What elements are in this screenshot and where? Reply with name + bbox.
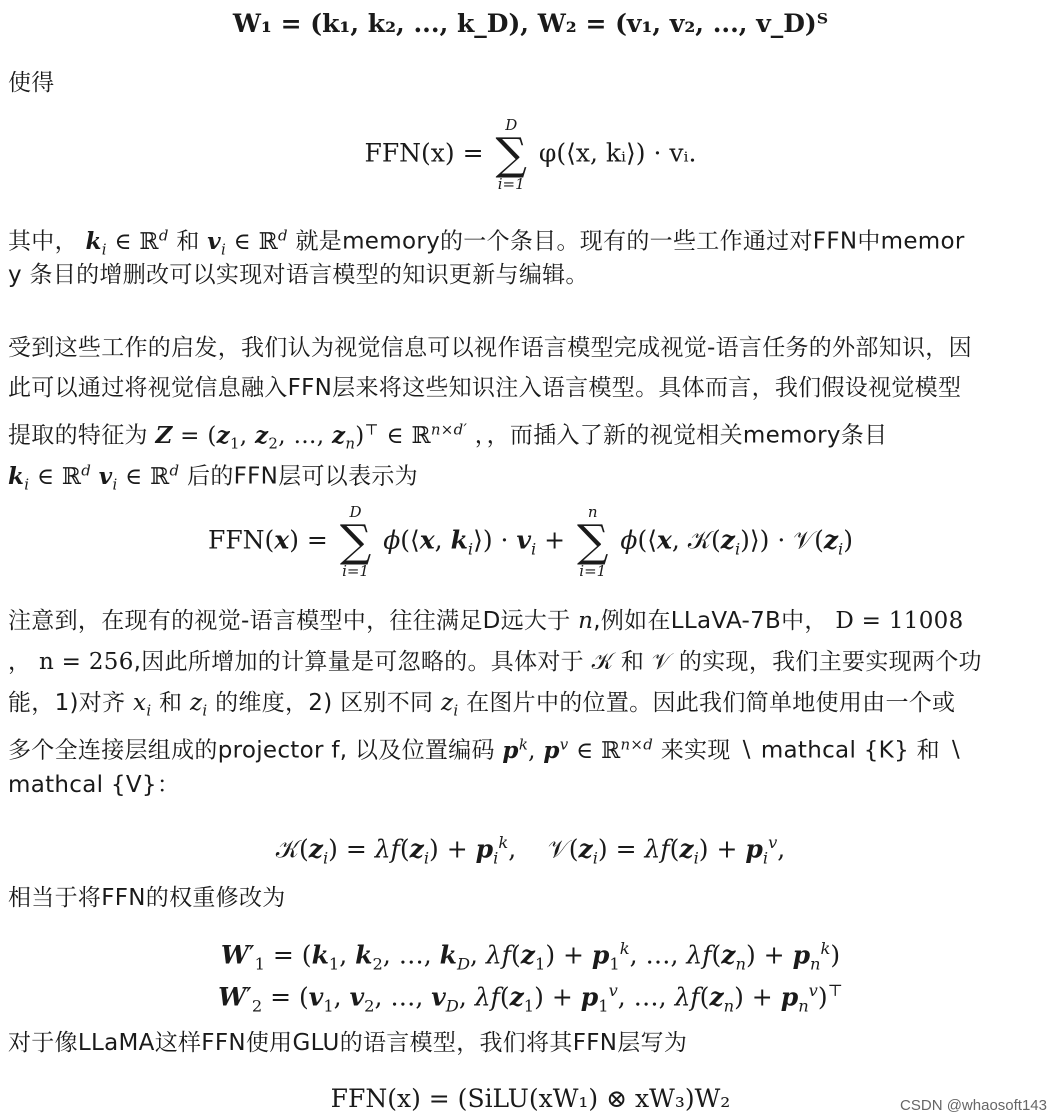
paragraph-2-line-4 [8, 455, 418, 499]
p3-line1-b: ,例如在LLaVA-7B中， [593, 608, 828, 634]
p3-line4-a: 多个全连接层组成的projector f, 以及位置编码 [8, 737, 495, 764]
p3-line4-b: 来实现 ∖ mathcal {K} 和 ∖ [660, 737, 963, 764]
paragraph-3-line-3 [8, 688, 955, 726]
math-zi-2: $z_i$ [440, 690, 459, 720]
equation-W1-prime: $W'_1 = (k_1$, $k_2$, …, $k_D$, $\lambda f(z_1) + p_1^k$, …, $\lambda f(z_n) + p_n^k$) [220, 939, 841, 974]
paragraph-3-line-4 [8, 729, 962, 766]
p3-line3-d: 在图片中的位置。因此我们简单地使用由一个或 [466, 690, 956, 716]
p3-line2-a: ， [8, 649, 32, 675]
p3-line2-d: 的实现，我们主要实现两个功 [678, 649, 982, 675]
sum-symbol-n: n ∑ i=1 [577, 503, 609, 580]
paragraph-1-line-1 [8, 220, 965, 264]
math-n: n [578, 608, 594, 634]
equation-weights-text: W₁ = (k₁, k₂, ..., k_D), W₂ = (v₁, v₂, ..., v_D)ᵀ [232, 9, 829, 38]
paragraph-1-line-2: y 条目的增删改可以实现对语言模型的知识更新与编辑。 [8, 262, 589, 288]
paragraph-5: 对于像LLaMA这样FFN使用GLU的语言模型，我们将其FFN层写为 [8, 1030, 688, 1056]
paragraph-2-line-2: 此可以通过将视觉信息融入FFN层来将这些知识注入语言模型。具体而言，我们假设视觉模型 [8, 375, 962, 401]
equation-ffn-extended: FFN(x) = D ∑ i=1 ϕ(⟨x, $k_i⟩) \cdot v_i$ + n ∑ i=1 ϕ(⟨x, $𝒦(z_i)⟩$) · $𝒱(z_i)$ [207, 503, 854, 580]
math-k-v-in-rd: $k_i$ ∈ ℝ$^d$ $v_i$ ∈ ℝ$^d$ [8, 461, 180, 494]
watermark: CSDN @whaosoft143 [900, 1097, 1047, 1114]
p2-line3-prefix: 提取的特征为 [8, 422, 148, 449]
p3-line2-c: 和 [620, 649, 645, 675]
p3-line2-b: ,因此所增加的计算量是可忽略的。具体对于 [133, 649, 584, 675]
equation-glu-text: FFN(x) = (SiLU(xW₁) ⊗ xW₃)W₂ [330, 1084, 731, 1113]
paragraph-3-line-1 [8, 606, 964, 636]
p1-line1-suffix: 就是memory的一个条目。现有的一些工作通过对FFN中memor [295, 228, 965, 255]
math-K: 𝒦 [591, 649, 614, 675]
equation-K-V: $𝒦(z_i) = \lambda f(z_i) + p_i^k$, $𝒱(z_i) = \lambda f(z_i) + p_i^v$, [275, 833, 786, 868]
math-n-value: n = 256 [38, 649, 134, 675]
paragraph-shide: 使得 [8, 70, 55, 96]
equation-ffn [0, 118, 1061, 192]
p1-prefix: 其中， [8, 228, 78, 255]
p2-line4-suffix: 后的FFN层可以表示为 [187, 463, 418, 490]
math-xi: $x_i$ [133, 690, 152, 720]
paragraph-2-line-3 [8, 414, 887, 458]
paragraph-3-line-5: mathcal {V}： [8, 772, 181, 798]
paragraph-2-line-1: 受到这些工作的启发，我们认为视觉信息可以视作语言模型完成视觉-语言任务的外部知识，因 [8, 335, 972, 361]
p2-line3-suffix: ，，而插入了新的视觉相关memory条目 [474, 422, 888, 449]
math-k-in-rd: $k_i$ ∈ ℝ$^d$ [85, 226, 169, 259]
equation-ffn-label: FFN(x) = [364, 138, 492, 168]
equation-W2-prime: $W'_2 = (v_1$, $v_2$, …, $v_D$, $\lambda f(z_1) + p_1^v$, …, $\lambda f(z_n) + p_n^v)^⊤$ [218, 981, 843, 1016]
math-v-in-rd: $v_i$ ∈ ℝ$^d$ [207, 226, 288, 259]
p3-line3-a: 能，1)对齐 [8, 690, 126, 716]
p3-line1-a: 注意到，在现有的视觉-语言模型中，往往满足D远大于 [8, 608, 571, 634]
equation-weights [0, 8, 1061, 40]
math-pk-pv: $p^k$, $p^v$ ∈ ℝ$^{n\times d}$ [502, 735, 654, 764]
p3-line3-c: 的维度，2) 区别不同 [215, 690, 434, 716]
math-Z-features: $Z = (z_1$, $z_2$, …, $z_n)^⊤$ ∈ ℝ$^{n\times d'}$ [155, 420, 468, 453]
math-zi: $z_i$ [189, 690, 208, 720]
p3-line3-b: 和 [159, 690, 183, 716]
math-D-value: D = 11008 [835, 608, 964, 634]
paragraph-3-line-2 [8, 647, 982, 677]
p1-mid: 和 [176, 228, 200, 255]
equation-ffn-body: φ(⟨x, kᵢ⟩) · vᵢ. [538, 138, 697, 168]
paragraph-4: 相当于将FFN的权重修改为 [8, 885, 286, 911]
math-V: 𝒱 [651, 649, 672, 675]
sum-symbol-d: D ∑ i=1 [339, 503, 372, 580]
sum-symbol: D ∑ i=1 [495, 116, 527, 193]
